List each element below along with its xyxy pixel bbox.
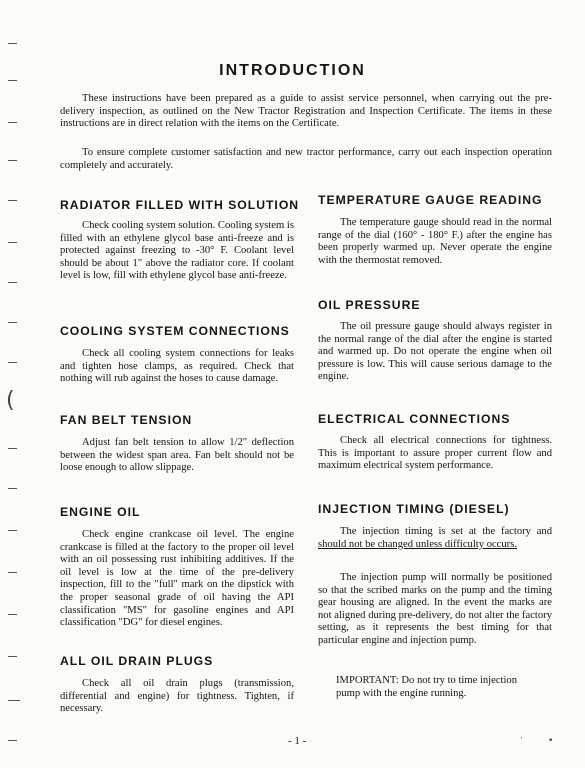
section-body-fanbelt: Adjust fan belt tension to allow 1/2" deflection between the widest span area. Fan belt should not be loose enough to allow slippage. — [60, 437, 294, 474]
margin-mark — [8, 200, 17, 201]
document-title: INTRODUCTION — [219, 62, 366, 79]
intro-paragraph: These instructions have been prepared as a guide to assist service personnel, when carrying out the pre-delivery inspection, as outlined on the New Tractor Registration and Inspection Certificate. The items in these instructions are in direct relation with the items on the Certificate. — [60, 93, 552, 130]
section-heading-engine-oil: ENGINE OIL — [60, 505, 141, 519]
section-body-cooling: Check all cooling system connections for leaks and tighten hose clamps, as required. Check that nothing will rub against the hoses to cause damage. — [60, 348, 294, 385]
scan-speck: • — [548, 736, 554, 746]
scan-speck: · — [520, 734, 523, 744]
section-heading-fanbelt: FAN BELT TENSION — [60, 413, 193, 427]
margin-mark — [8, 488, 17, 489]
section-heading-temperature: TEMPERATURE GAUGE READING — [318, 193, 543, 207]
margin-mark — [8, 122, 17, 123]
margin-mark — [8, 572, 17, 573]
important-note: IMPORTANT: Do not try to time injection pump with the engine running. — [336, 675, 518, 699]
margin-mark — [8, 160, 17, 161]
section-heading-radiator: RADIATOR FILLED WITH SOLUTION — [60, 198, 300, 212]
section-body-oil-pressure: The oil pressure gauge should always register in the normal range of the dial after the engine is started and warmed up. Do not operate the engine when oil pressure is low. This will cause serious damage to the engine. — [318, 321, 552, 383]
margin-bracket: ( — [6, 388, 15, 413]
section-body-drain-plugs: Check all oil drain plugs (transmission, differential and engine) for tightness. Tighten, if necessary. — [60, 678, 294, 715]
margin-mark — [8, 740, 17, 741]
injection-warning-underlined: should not be changed unless difficulty occurs. — [318, 538, 517, 550]
section-heading-injection: INJECTION TIMING (DIESEL) — [318, 502, 510, 516]
section-heading-cooling: COOLING SYSTEM CONNECTIONS — [60, 324, 290, 338]
section-heading-drain-plugs: ALL OIL DRAIN PLUGS — [60, 654, 214, 668]
margin-mark — [8, 322, 17, 323]
section-heading-oil-pressure: OIL PRESSURE — [318, 298, 421, 312]
margin-mark — [8, 448, 17, 449]
margin-mark — [8, 700, 20, 701]
section-body-temperature: The temperature gauge should read in the normal range of the dial (160° - 180° F.) after the engine has been properly warmed up. Never operate the engine with the thermostat removed. — [318, 217, 552, 266]
margin-mark — [8, 530, 17, 531]
margin-mark — [8, 282, 17, 283]
section-body-electrical: Check all electrical connections for tightness. This is important to assure proper current flow and maximum electrical system performance. — [318, 435, 552, 472]
page-number: - 1 - — [288, 735, 307, 747]
section-body-engine-oil: Check engine crankcase oil level. The engine crankcase is filled at the factory to the proper oil level with an oil possessing rust inhibiting additives. If the oil level is low at the time of the pre-delivery inspection, fill to the "full" mark on the dipstick with the proper seasonal grade of oil having the API classification "MS" for gasoline engines and API classification "DG" for diesel engines. — [60, 529, 294, 629]
intro-paragraph-2: To ensure complete customer satisfaction and new tractor performance, carry out each inspection operation completely and accurately. — [60, 147, 552, 171]
margin-mark — [8, 43, 17, 44]
margin-mark — [8, 656, 17, 657]
injection-text: The injection timing is set at the factory and — [340, 526, 552, 537]
margin-mark — [8, 614, 17, 615]
section-body-injection-2: The injection pump will normally be positioned so that the scribed marks on the pump and the timing gear housing are aligned. In the event the marks are not aligned during pre-delivery, do not alter the factory setting, as it represents the best timing for that particular engine and injection pump. — [318, 572, 552, 646]
section-heading-electrical: ELECTRICAL CONNECTIONS — [318, 412, 511, 426]
margin-mark — [8, 80, 17, 81]
section-body-injection — [318, 526, 552, 551]
margin-mark — [8, 242, 17, 243]
margin-mark — [8, 362, 17, 363]
section-body-radiator: Check cooling system solution. Cooling system is filled with an ethylene glycol base anti-freeze and is protected against freezing to -30° F. Coolant level should be about 1" above the radiator core. If coolant level is low, fill with ethylene glycol base anti-freeze. — [60, 220, 294, 282]
